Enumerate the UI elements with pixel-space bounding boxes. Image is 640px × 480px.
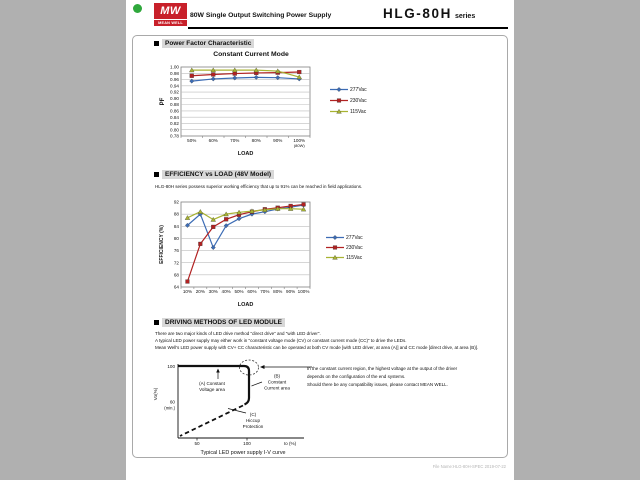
x-label-100: 100 bbox=[243, 441, 251, 446]
pf-chart-title: Constant Current Mode bbox=[213, 51, 289, 58]
eff-body-text: HLG-80H series possess superior working efficiency that up to 91% can be reached in field applications. bbox=[155, 184, 363, 189]
series-label: series bbox=[454, 13, 476, 20]
legend-label: 115Vac bbox=[346, 254, 363, 261]
label-a-line2: Voltage area bbox=[199, 387, 225, 392]
x-tick-label: 50% bbox=[234, 289, 244, 294]
y-tick-label: 0.96 bbox=[170, 77, 179, 83]
diamond-marker-icon bbox=[333, 235, 337, 239]
y-tick-100: 100 bbox=[167, 364, 175, 369]
square-marker-icon bbox=[337, 99, 341, 103]
section-bullet-icon bbox=[154, 320, 159, 325]
y-tick-label: 0.86 bbox=[170, 108, 179, 114]
meanwell-logo bbox=[154, 3, 187, 26]
y-tick-label: 88 bbox=[173, 211, 179, 217]
section-bullet-icon bbox=[154, 172, 159, 177]
legend-swatch-icon bbox=[330, 86, 348, 93]
y-tick-label: 0.84 bbox=[170, 114, 179, 120]
pf-chart bbox=[156, 58, 326, 162]
legend-label: 230Vac bbox=[350, 97, 367, 104]
x-tick-label: 70% bbox=[230, 138, 240, 143]
led-body-text bbox=[155, 330, 478, 352]
x-tick-label: 50% bbox=[187, 138, 197, 143]
square-marker-icon bbox=[190, 74, 194, 78]
y-tick-label: 0.78 bbox=[170, 133, 179, 139]
legend-entry bbox=[330, 108, 367, 115]
square-marker-icon bbox=[198, 242, 202, 246]
x-tick-label: 40% bbox=[221, 289, 231, 294]
square-marker-icon bbox=[211, 225, 215, 229]
header-rule bbox=[188, 27, 508, 29]
x-tick-label: 80% bbox=[251, 138, 261, 143]
eff-chart-legend bbox=[326, 234, 363, 264]
page-subtitle: 80W Single Output Switching Power Supply bbox=[190, 12, 332, 19]
x-tick-label: 20% bbox=[195, 289, 205, 294]
label-b-line3: Current area bbox=[264, 385, 290, 391]
square-marker-icon bbox=[186, 280, 190, 284]
diagram-caption: Typical LED power supply I-V curve bbox=[200, 450, 286, 456]
y-tick-label: 0.80 bbox=[170, 127, 179, 133]
file-name-footer: File Name:HLG-80H-SPEC 2019-07-22 bbox=[432, 464, 506, 469]
y-tick-label: 84 bbox=[173, 223, 179, 229]
iv-curve-diagram bbox=[150, 358, 332, 460]
legend-swatch-icon bbox=[326, 234, 344, 241]
legend-entry bbox=[326, 244, 363, 251]
label-b-line2: Constant bbox=[267, 379, 287, 385]
section-bullet-icon bbox=[154, 41, 159, 46]
legend-label: 277Vac bbox=[346, 234, 363, 241]
y-tick-label: 76 bbox=[173, 248, 179, 254]
note-line-3: Should there be any compatibility issues, please contact MEAN WELL. bbox=[307, 382, 448, 387]
pf-chart-legend bbox=[330, 86, 367, 119]
y-axis-title: EFFICIENCY (%) bbox=[159, 225, 165, 264]
square-marker-icon bbox=[333, 246, 337, 250]
diamond-marker-icon bbox=[337, 87, 341, 91]
legend-swatch-icon bbox=[326, 244, 344, 251]
legend-label: 230Vac bbox=[346, 244, 363, 251]
legend-entry bbox=[326, 234, 363, 241]
legend-label: 115Vac bbox=[350, 108, 367, 115]
legend-swatch-icon bbox=[330, 97, 348, 104]
label-b-leader bbox=[252, 382, 263, 386]
section-eff-title: EFFICIENCY vs LOAD (48V Model) bbox=[154, 171, 274, 178]
y-tick-min: (min.) bbox=[164, 405, 175, 411]
x-tick-label: 80% bbox=[273, 289, 283, 294]
led-line-2: A typical LED power supply may either work in "constant voltage mode (CV) or constant current mode (CC)" to drive the LEDs. bbox=[155, 338, 407, 344]
datasheet-page bbox=[126, 0, 514, 480]
y-tick-label: 68 bbox=[173, 272, 179, 278]
square-marker-icon bbox=[224, 217, 228, 221]
x-axis-title: LOAD bbox=[237, 151, 254, 157]
square-marker-icon bbox=[233, 72, 237, 76]
legend-entry bbox=[330, 86, 367, 93]
legend-entry bbox=[326, 254, 363, 261]
x-label-50: 50 bbox=[194, 441, 200, 446]
y-tick-label: 64 bbox=[173, 284, 179, 290]
y-tick-label: 0.94 bbox=[170, 83, 179, 89]
label-a-line1: (A) Constant bbox=[199, 381, 225, 386]
x-tick-label: 10% bbox=[182, 289, 193, 294]
y-axis-title: PF bbox=[160, 97, 166, 106]
logo-mw-mark: MW bbox=[154, 3, 187, 19]
video-badge-icon bbox=[133, 4, 142, 13]
note-leader-arrowhead-icon bbox=[260, 365, 265, 369]
x-tick-label: 100% bbox=[293, 138, 306, 143]
y-tick-label: 0.82 bbox=[170, 121, 179, 127]
y-tick-label: 92 bbox=[173, 199, 179, 205]
y-tick-label: 0.90 bbox=[170, 95, 179, 101]
label-c-line2: Hiccup bbox=[245, 418, 261, 423]
x-tick-label: 60% bbox=[208, 138, 218, 143]
model-title bbox=[383, 6, 475, 21]
label-c-line1: (C) bbox=[249, 412, 257, 417]
x-tick-label: 90% bbox=[273, 138, 283, 143]
note-line-1: In the constant current region, the highest voltage at the output of the driver bbox=[307, 366, 458, 371]
note-line-2: depends on the configuration of the end systems. bbox=[307, 374, 406, 379]
x-tick-label: 100% bbox=[297, 289, 310, 294]
square-marker-icon bbox=[297, 70, 301, 74]
legend-swatch-icon bbox=[326, 254, 344, 261]
led-note-text bbox=[307, 365, 457, 389]
y-tick-label: 1.00 bbox=[170, 64, 179, 70]
x-tick-note: (80W) bbox=[293, 143, 305, 148]
section-led-title: DRIVING METHODS OF LED MODULE bbox=[154, 319, 285, 326]
x-tick-label: 90% bbox=[286, 289, 296, 294]
x-tick-label: 70% bbox=[260, 289, 270, 294]
x-tick-label: 30% bbox=[208, 289, 218, 294]
legend-swatch-icon bbox=[330, 108, 348, 115]
diagram-xlabel: Io (%) bbox=[283, 441, 297, 446]
label-b-line1: (B) bbox=[273, 373, 281, 379]
y-tick-label: 0.92 bbox=[170, 89, 179, 95]
model-name: HLG-80H bbox=[383, 6, 452, 21]
section-pf-title: Power Factor Characteristic bbox=[154, 40, 254, 47]
led-line-1: There are two major kinds of LED drive method "direct drive" and "with LED driver". bbox=[155, 331, 321, 336]
y-tick-label: 0.98 bbox=[170, 70, 179, 76]
square-marker-icon bbox=[211, 73, 215, 77]
label-c-line3: Protection bbox=[242, 424, 264, 429]
logo-brand-text: MEAN WELL bbox=[154, 20, 187, 26]
y-tick-label: 72 bbox=[173, 260, 179, 266]
eff-chart bbox=[156, 194, 328, 312]
y-tick-label: 0.88 bbox=[170, 102, 179, 108]
legend-entry bbox=[330, 97, 367, 104]
led-line-3: Mean Well's LED power supply with CV+ CC characteristic can be operated at both CV mode [with LED driver, at area (A)] and CC mode [direct drive, at area (B)]. bbox=[155, 345, 479, 351]
x-tick-label: 60% bbox=[247, 289, 257, 294]
legend-label: 277Vac bbox=[350, 86, 367, 93]
y-tick-label: 80 bbox=[173, 236, 179, 242]
label-c-leader bbox=[228, 409, 246, 414]
diagram-ylabel: Vo(%) bbox=[153, 387, 158, 401]
label-a-arrowhead-icon bbox=[216, 369, 220, 373]
y-tick-60: 60 bbox=[169, 399, 175, 405]
x-axis-title: LOAD bbox=[237, 302, 254, 308]
square-marker-icon bbox=[302, 203, 306, 207]
